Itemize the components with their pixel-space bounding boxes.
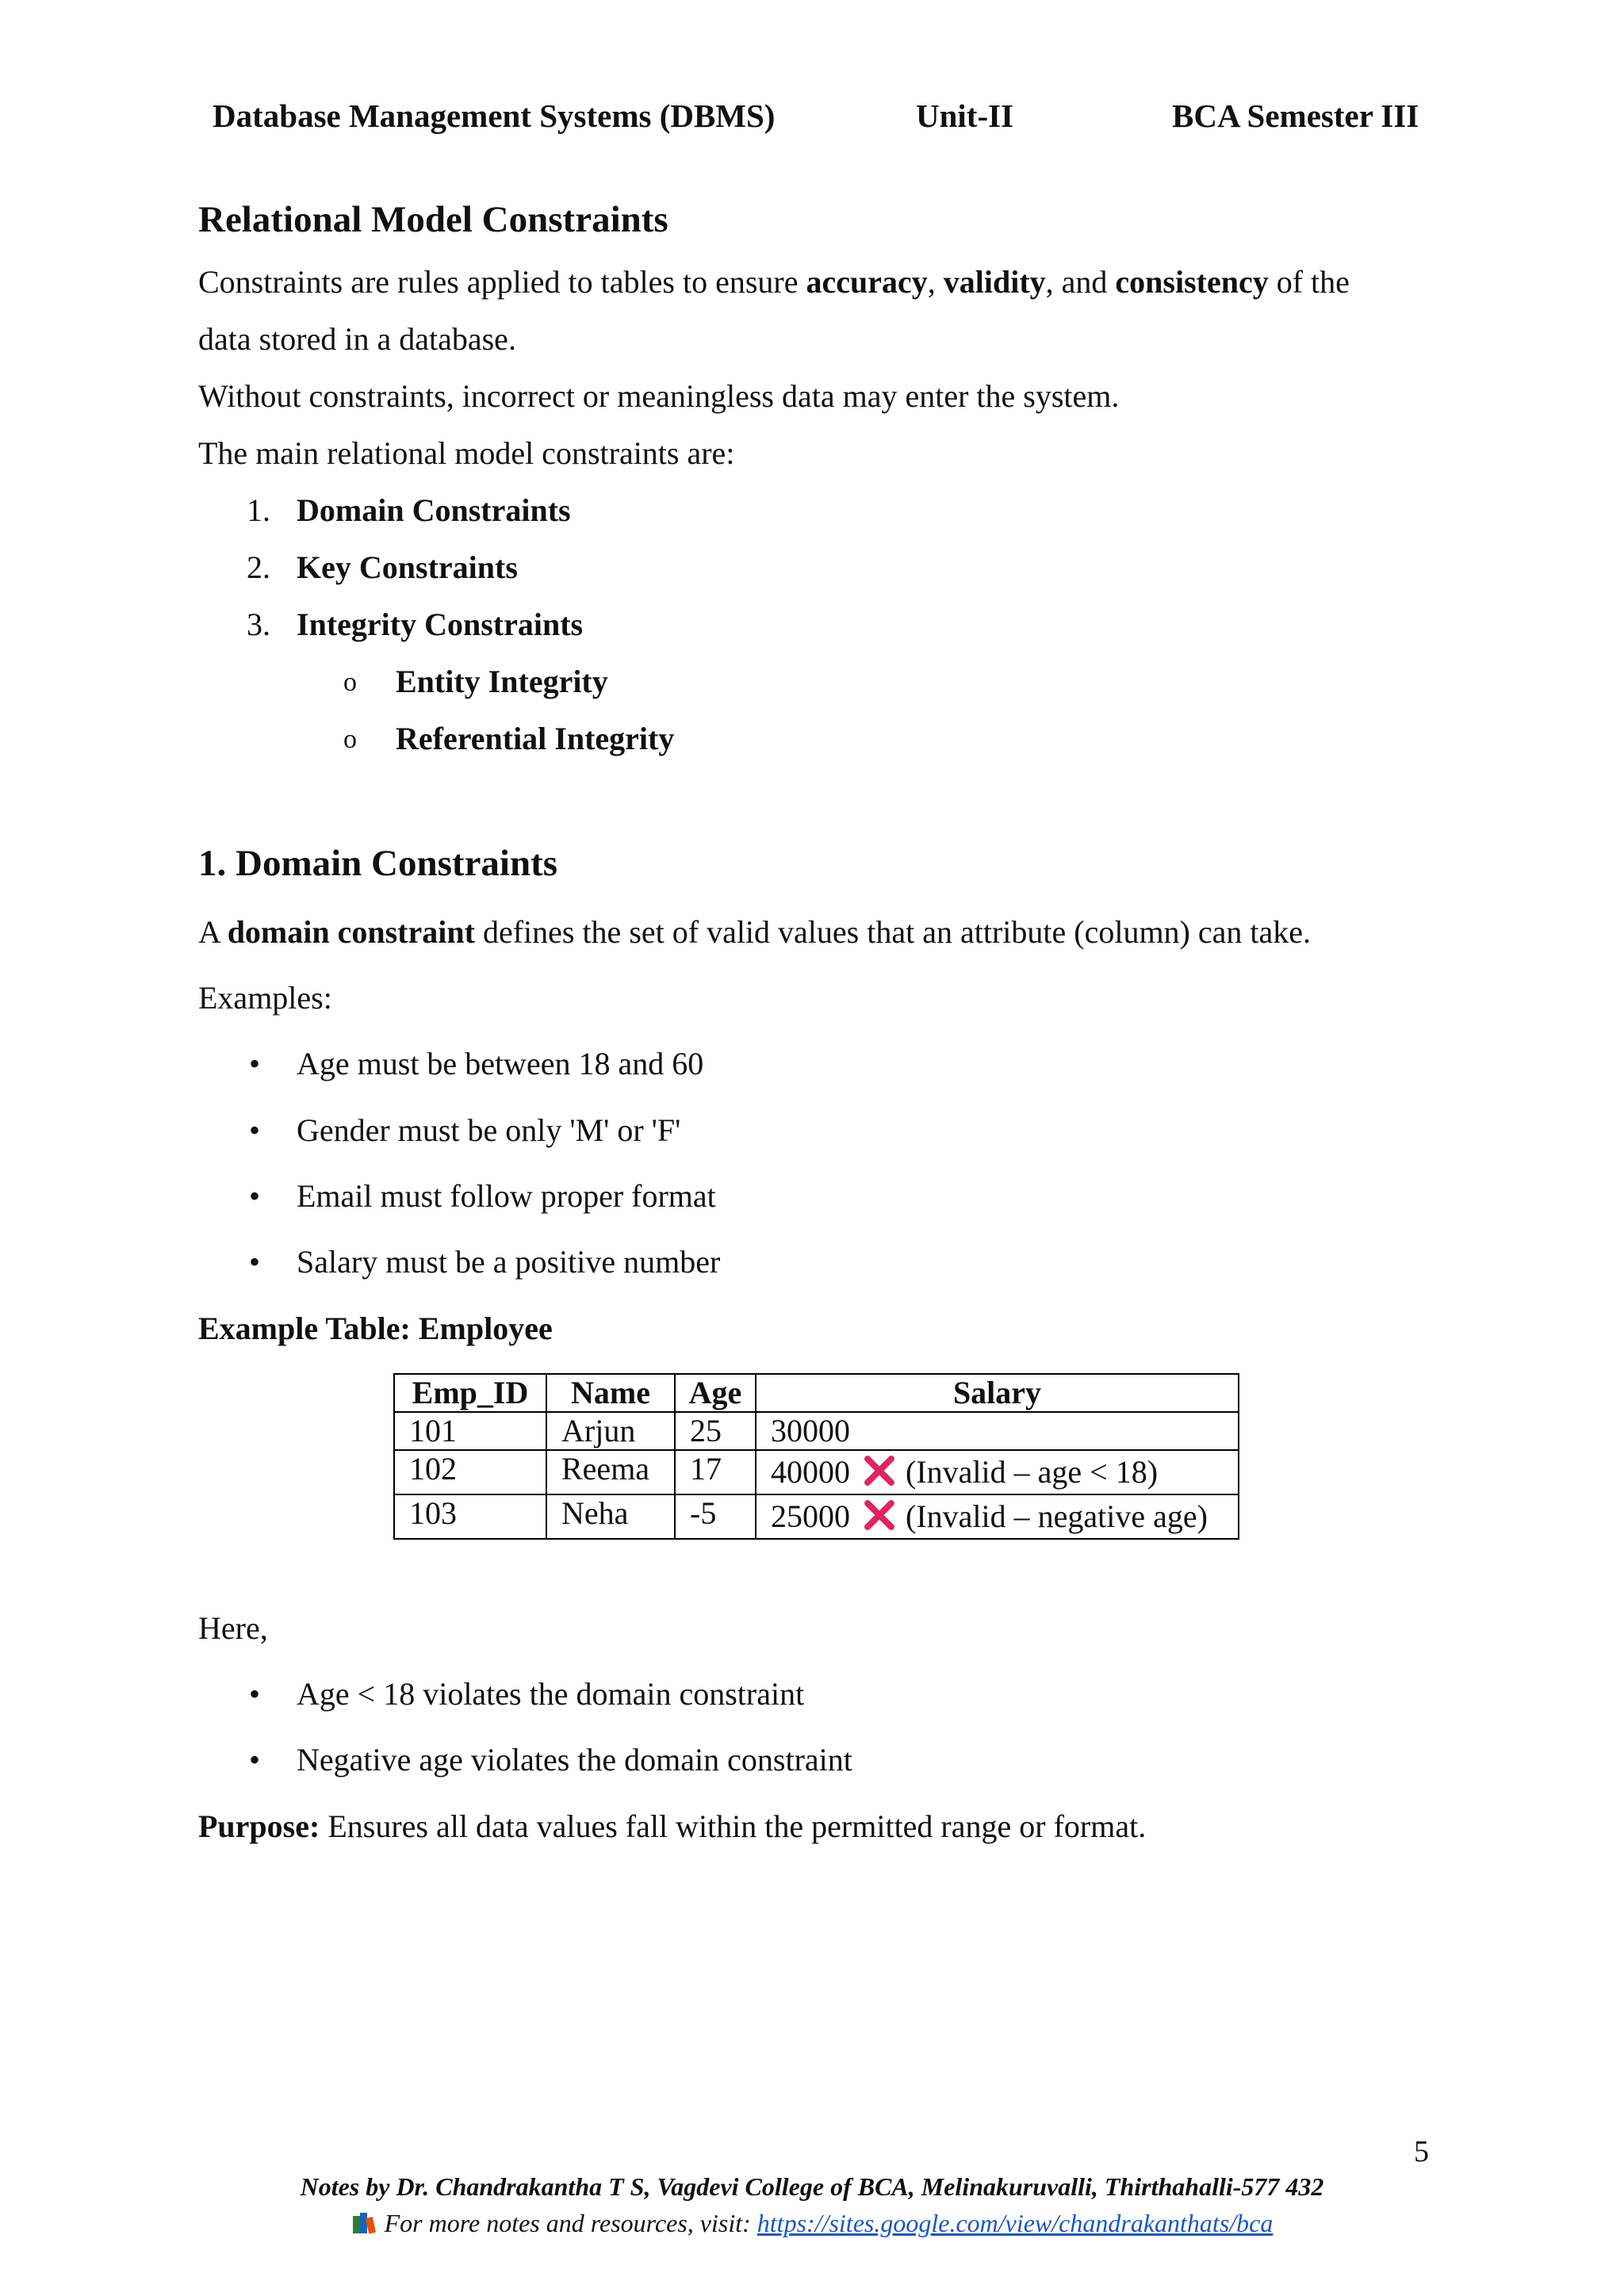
table-row xyxy=(394,1412,1239,1450)
cell-salary: 25000 (Invalid – negative age) xyxy=(756,1494,1239,1539)
bullet: • xyxy=(249,1244,261,1280)
section-title-relational-model: Relational Model Constraints xyxy=(198,199,668,240)
constraints-warning-text: Without constraints, incorrect or meaningless data may enter the system. xyxy=(198,378,1120,414)
table-row xyxy=(394,1494,1239,1539)
constraints-list-intro: The main relational model constraints are: xyxy=(198,435,735,471)
footer-author-note: Notes by Dr. Chandrakantha T S, Vagdevi College of BCA, Melinakuruvalli, Thirthahalli-577 432 xyxy=(300,2172,1324,2201)
purpose-statement: Purpose: Ensures all data values fall within the permitted range or format. xyxy=(198,1808,1147,1844)
footer-link[interactable]: https://sites.google.com/view/chandrakanthats/bca xyxy=(756,2209,1274,2237)
cell-age: -5 xyxy=(675,1494,756,1539)
cell-age: 25 xyxy=(675,1412,756,1450)
bullet: • xyxy=(249,1046,261,1081)
here-label: Here, xyxy=(198,1610,268,1646)
table-row xyxy=(394,1450,1239,1494)
cell-salary: 40000 (Invalid – age < 18) xyxy=(756,1450,1239,1494)
employee-table xyxy=(393,1373,1239,1540)
cell-name: Neha xyxy=(546,1494,675,1539)
books-icon xyxy=(351,2210,378,2235)
intro-paragraph: Constraints are rules applied to tables to ensure accuracy, validity, and consistency of the xyxy=(198,264,1350,300)
header-semester: BCA Semester III xyxy=(1172,98,1419,134)
header-unit: Unit-II xyxy=(916,98,1014,134)
cross-mark-icon xyxy=(861,1452,898,1489)
cell-age: 17 xyxy=(675,1450,756,1494)
column-header-age: Age xyxy=(675,1374,756,1412)
examples-label: Examples: xyxy=(198,980,332,1016)
cell-emp-id: 102 xyxy=(394,1450,546,1494)
cell-name: Arjun xyxy=(546,1412,675,1450)
domain-definition: A domain constraint defines the set of valid values that an attribute (column) can take. xyxy=(198,914,1311,950)
cross-mark-icon xyxy=(861,1497,898,1533)
table-header-row xyxy=(394,1374,1239,1412)
intro-paragraph-line2: data stored in a database. xyxy=(198,321,516,357)
cell-salary: 30000 xyxy=(756,1412,1239,1450)
bullet: • xyxy=(249,1178,261,1214)
cell-name: Reema xyxy=(546,1450,675,1494)
header-course-title: Database Management Systems (DBMS) xyxy=(213,98,776,134)
column-header-salary: Salary xyxy=(756,1374,1239,1412)
cell-emp-id: 103 xyxy=(394,1494,546,1539)
cell-emp-id: 101 xyxy=(394,1412,546,1450)
column-header-name: Name xyxy=(546,1374,675,1412)
column-header-emp-id: Emp_ID xyxy=(394,1374,546,1412)
bullet: • xyxy=(249,1742,261,1777)
bullet: • xyxy=(249,1676,261,1712)
table-caption: Example Table: Employee xyxy=(198,1311,553,1346)
section-title-domain-constraints: 1. Domain Constraints xyxy=(198,843,558,884)
bullet: • xyxy=(249,1112,261,1148)
footer-resources: For more notes and resources, visit: https://sites.google.com/view/chandrakanthats/bca xyxy=(0,2209,1624,2238)
page-number: 5 xyxy=(1414,2135,1429,2168)
